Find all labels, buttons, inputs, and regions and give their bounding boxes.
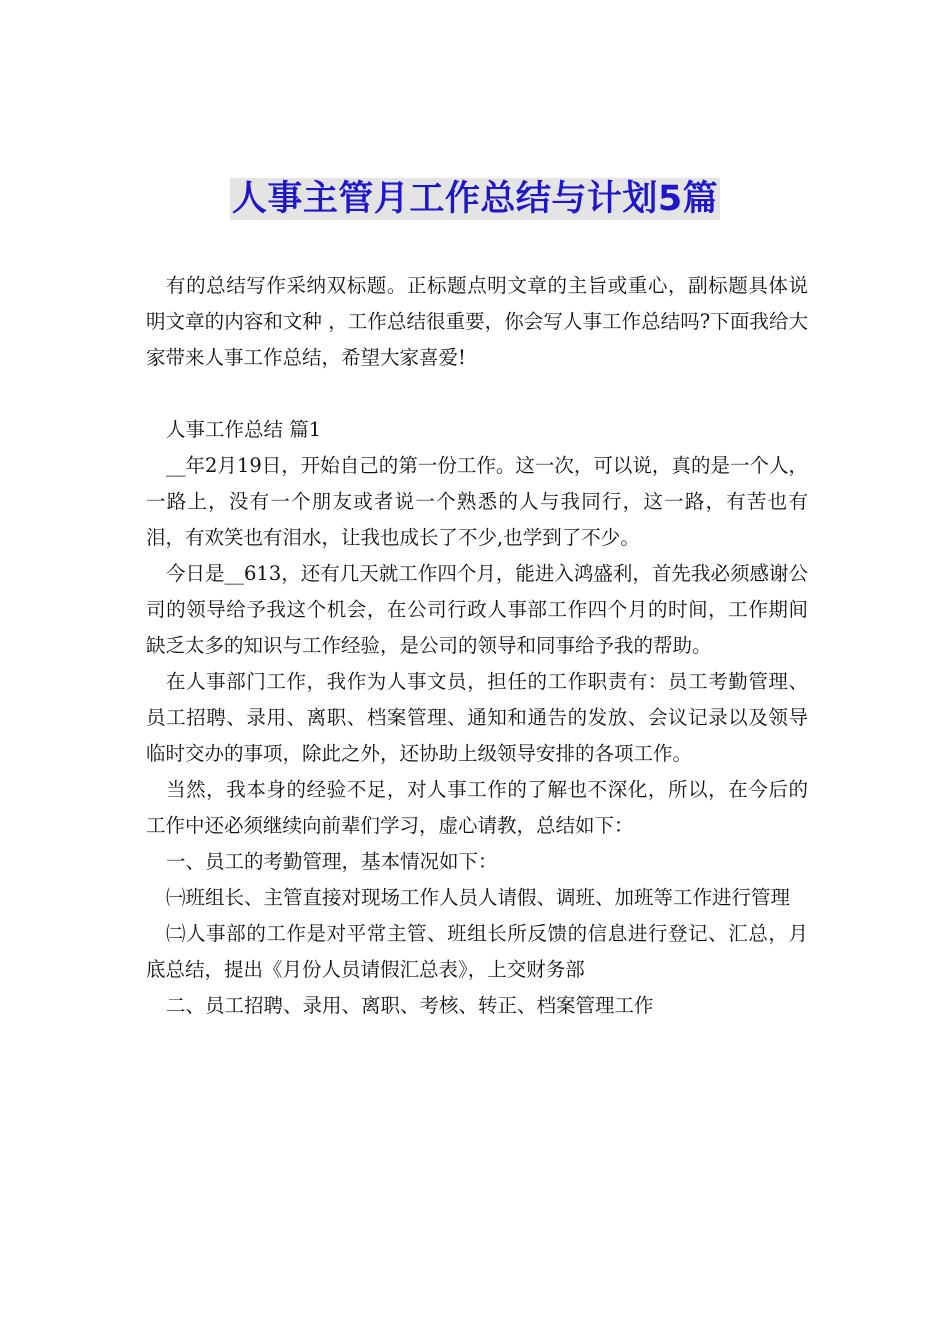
- body-paragraph: __年2月19日，开始自己的第一份工作。这一次，可以说，真的是一个人，一路上，没有一个朋友或者说一个熟悉的人与我同行，这一路，有苦也有泪，有欢笑也有泪水，让我也成长了不少,也学到了不少。: [146, 454, 808, 549]
- intro-paragraph: 有的总结写作采纳双标题。正标题点明文章的主旨或重心，副标题具体说明文章的内容和文种 ，工作总结很重要，你会写人事工作总结吗?下面我给大家带来人事工作总结，希望大家喜爱!: [146, 274, 808, 369]
- list-heading: 二、员工招聘、录用、离职、考核、转正、档案管理工作: [166, 994, 654, 1017]
- title-container: [0, 178, 950, 220]
- paragraph-spacer: [146, 376, 808, 412]
- list-heading: 一、员工的考勤管理，基本情况如下：: [166, 850, 498, 873]
- body-paragraph: 在人事部门工作，我作为人事文员，担任的工作职责有：员工考勤管理、员工招聘、录用、离职、档案管理、通知和通告的发放、会议记录以及领导临时交办的事项，除此之外，还协助上级领导安排的各项工作。: [146, 670, 808, 765]
- document-title: 人事主管月工作总结与计划5篇: [231, 179, 719, 219]
- list-item: ㈠班组长、主管直接对现场工作人员人请假、调班、加班等工作进行管理: [166, 886, 791, 909]
- document-body: [146, 268, 808, 1024]
- list-item: ㈡人事部的工作是对平常主管、班组长所反馈的信息进行登记、汇总，月底总结，提出《月份人员请假汇总表》，上交财务部: [146, 922, 808, 981]
- body-paragraph: 当然，我本身的经验不足，对人事工作的了解也不深化，所以，在今后的工作中还必须继续向前辈们学习，虚心请教，总结如下：: [146, 778, 808, 837]
- body-paragraph: 今日是__613，还有几天就工作四个月，能进入鸿盛利，首先我必须感谢公司的领导给予我这个机会，在公司行政人事部工作四个月的时间，工作期间缺乏太多的知识与工作经验，是公司的领导和同事给予我的帮助。: [146, 562, 808, 657]
- section-heading: 人事工作总结 篇1: [166, 418, 322, 441]
